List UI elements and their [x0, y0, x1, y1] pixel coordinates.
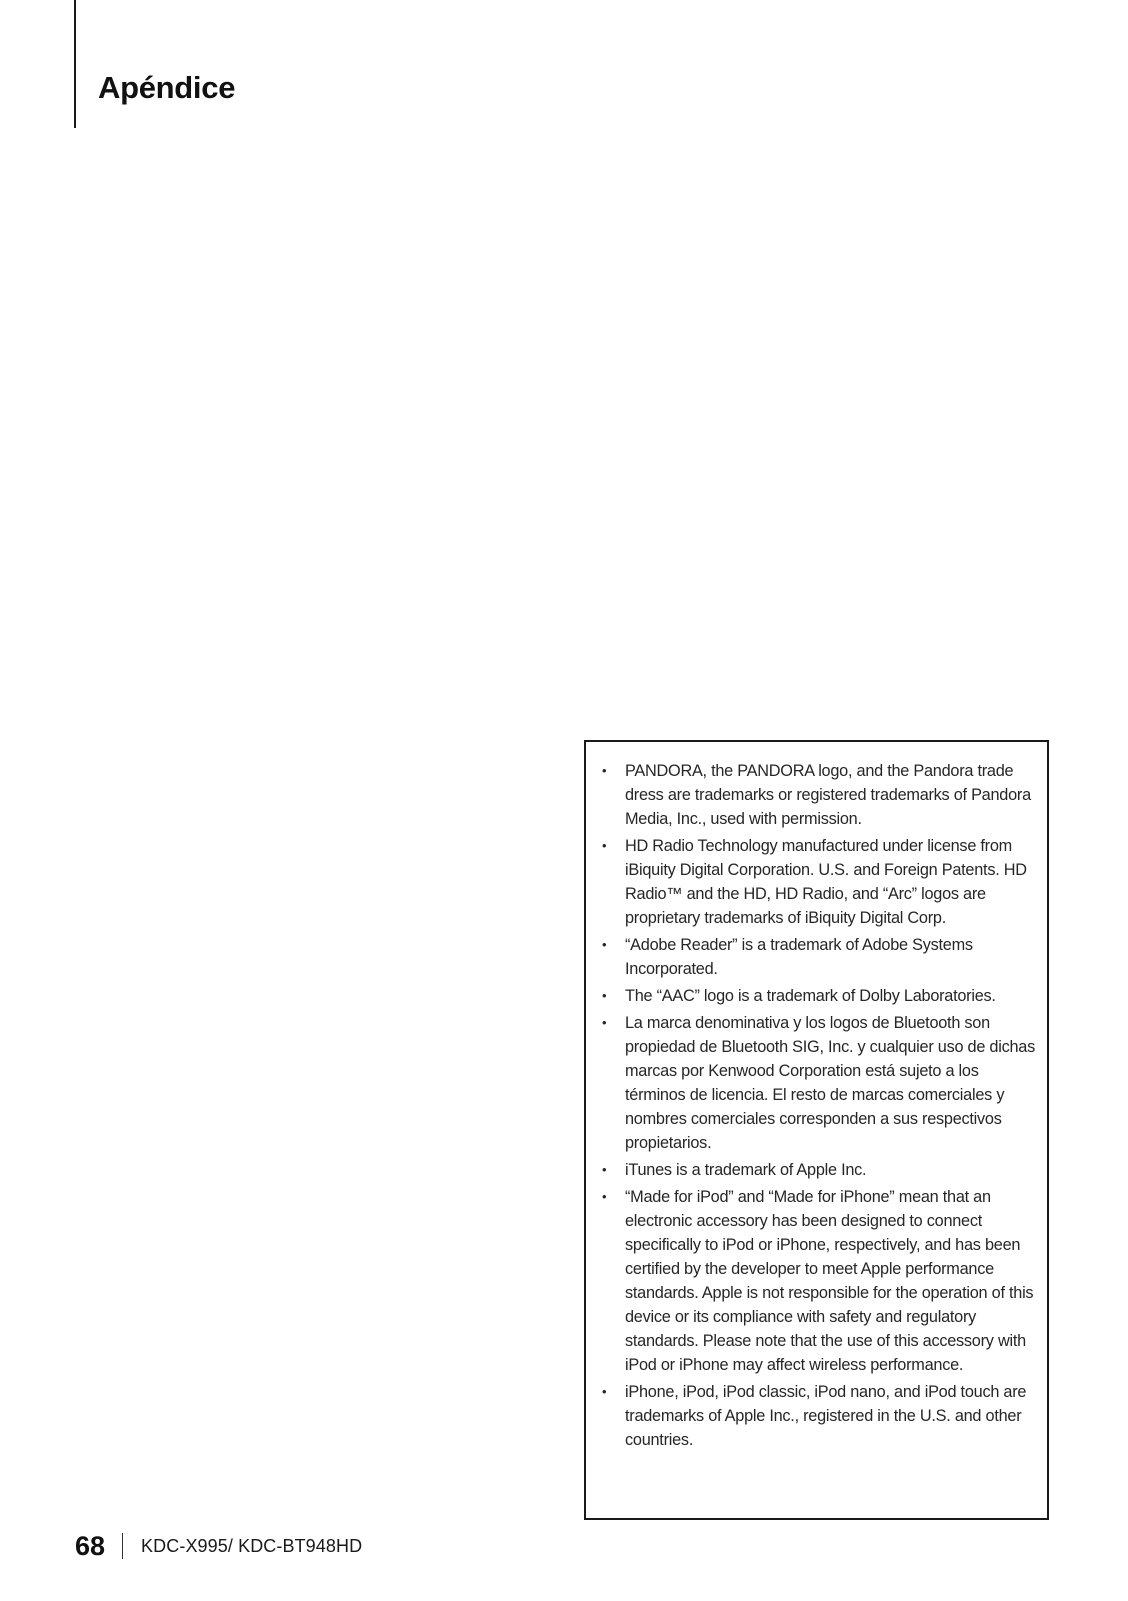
notice-text: “Made for iPod” and “Made for iPhone” mean that an electronic accessory has been designed to connect specifically to iPod or iPhone, respectively, and has been certified by the developer to meet Apple performance standards. Apple is not responsible for the operation of this device or its compliance with safety and regulatory standards. Please note that the use of this accessory with iPod or iPhone may affect wireless performance.: [625, 1188, 1034, 1374]
list-item: [602, 1158, 1035, 1182]
bullet-icon: •: [602, 763, 607, 778]
page-title: Apéndice: [98, 70, 236, 105]
bullet-icon: •: [602, 988, 607, 1003]
list-item: [602, 1380, 1035, 1452]
bullet-icon: •: [602, 838, 607, 853]
bullet-icon: •: [602, 1189, 607, 1204]
notice-text: iPhone, iPod, iPod classic, iPod nano, and iPod touch are trademarks of Apple Inc., registered in the U.S. and other countries.: [625, 1383, 1027, 1449]
notice-text: “Adobe Reader” is a trademark of Adobe Systems Incorporated.: [625, 936, 973, 978]
bullet-icon: •: [602, 937, 607, 952]
bullet-icon: •: [602, 1384, 607, 1399]
page-footer: [75, 1526, 362, 1566]
notice-text: The “AAC” logo is a trademark of Dolby Laboratories.: [625, 987, 996, 1005]
list-item: [602, 759, 1035, 831]
footer-divider: [122, 1533, 123, 1559]
bullet-icon: •: [602, 1162, 607, 1177]
list-item: [602, 984, 1035, 1008]
list-item: [602, 933, 1035, 981]
bullet-icon: •: [602, 1015, 607, 1030]
trademark-notice-box: [584, 740, 1049, 1520]
notice-text: La marca denominativa y los logos de Bluetooth son propiedad de Bluetooth SIG, Inc. y cualquier uso de dichas marcas por Kenwood Corporation está sujeto a los términos de licencia. El resto de marcas comerciales y nombres comerciales corresponden a sus respectivos propietarios.: [625, 1014, 1035, 1152]
page-number: 68: [75, 1530, 106, 1561]
list-item: [602, 834, 1035, 930]
trademark-list: [602, 759, 1035, 1452]
notice-text: HD Radio Technology manufactured under license from iBiquity Digital Corporation. U.S. and Foreign Patents. HD Radio™ and the HD, HD Radio, and “Arc” logos are proprietary trademarks of iBiquity Digital Corp.: [625, 837, 1027, 927]
notice-text: iTunes is a trademark of Apple Inc.: [625, 1161, 867, 1179]
model-name: KDC-X995/ KDC-BT948HD: [141, 1535, 363, 1556]
list-item: [602, 1185, 1035, 1377]
notice-text: PANDORA, the PANDORA logo, and the Pandora trade dress are trademarks or registered trademarks of Pandora Media, Inc., used with permission.: [625, 762, 1031, 828]
list-item: [602, 1011, 1035, 1155]
header-rule: [74, 0, 76, 128]
